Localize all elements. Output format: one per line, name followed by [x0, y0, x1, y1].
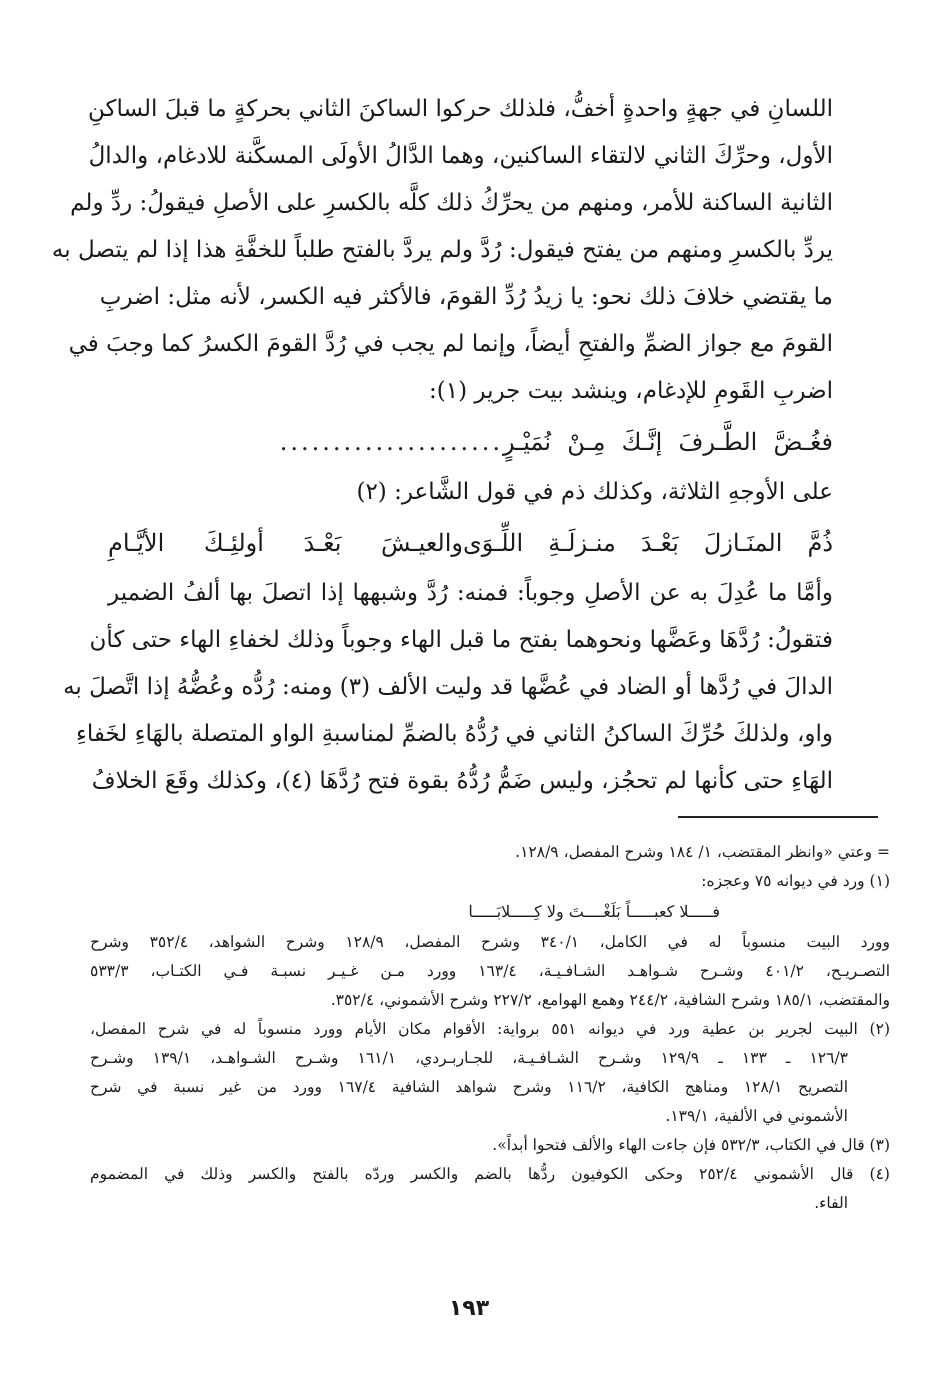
verse-one-ellipsis: ..................... [279, 428, 503, 456]
text-line: الهَاءِ حتى كأنها لم تحجُز، وليس ضَمُّ رُدُّهُ بقوة فتح رُدَّهَا (٤)، وكذلك وقَعَ الخلافُ [91, 768, 833, 794]
verse-one-first-hemistich: فغُـضَّ الطَّـرفَ إنَّـكَ مِـنْ نُمَيْـرٍ [503, 428, 833, 456]
footnote-1-verse: فـــــلا كعبـــــاً بَلَغْــــتَ ولا كِـــــلابَـــــا [468, 902, 720, 921]
text-line: الدالَ في رُدَّها أو الضاد في عُضَّها قد وليت الألف (٣) ومنه: رُدُّه وعُضُّهُ إذا اتَّصلَ به [63, 674, 833, 700]
footnote-1-head: (١) ورد في ديوانه ٧٥ وعجزه: [701, 872, 890, 890]
text-line: واو، ولذلكَ حُرِّكَ الساكنُ الثاني في رُدُّهُ بالضمِّ لمناسبةِ الواو المتصلة بالهَاءِ لخَفاءِ [76, 721, 833, 747]
text-line: الثانية الساكنة للأمر، ومنهم من يحرِّكُ ذلك كلَّه بالكسرِ على الأصلِ فيقولُ: ردِّ ولم [70, 190, 833, 216]
text-line: اللسانِ في جهةٍ واحدةٍ أخفُّ، فلذلك حركوا الساكنَ الثاني بحركةٍ ما قبلَ الساكنِ [88, 96, 833, 122]
footnote-3: (٣) قال في الكتاب، ٥٣٢/٣ فإن جاءت الهاء والألف فتحوا أبداً». [492, 1136, 890, 1154]
footnote-2-line: ١٢٦/٣ ـ ١٣٣ ـ ١٢٩/٩ وشـرح الشـافـيـة، للجـاربـردي، ١٦١/١ وشـرح الشـواهـد، ١٣٩/١ وشـرح [90, 1049, 849, 1067]
footnotes-block [90, 838, 890, 1218]
page-number: ١٩٣ [448, 1296, 490, 1321]
footnote-2-line: التصريح ١٢٨/١ ومناهج الكافية، ١١٦/٢ وشرح شواهد الشافية ١٦٧/٤ وورد من غير نسبة في شرح [90, 1078, 848, 1096]
verse-two-first-hemistich: ذُمَّ المنَـازلَ بَعْـدَ منـزلَـةِ اللِّـوَى [463, 529, 833, 557]
text-line: فتقولُ: رُدَّهَا وعَضَّها ونحوهما بفتح ما قبل الهاء وجوباً وذلك لخفاءِ الهاء حتى كأن [89, 627, 833, 653]
main-text-block [51, 86, 833, 805]
footnote-separator [678, 816, 878, 818]
footnote-2-line: (٢) البيت لجرير بن عطية ورد في ديوانه ٥٥١ برواية: الأقوام مكان الأيام وورد منسوباً له في شرح المفصل، [90, 1020, 890, 1038]
text-line: على الأوجهِ الثلاثة، وكذلك ذم في قول الشَّاعر: (٢) [356, 479, 833, 505]
text-line: القومَ مع جواز الضمِّ والفتحِ أيضاً، وإنما لم يجب في رُدَّ القومَ الكسرُ كما وجبَ في [68, 331, 833, 357]
footnote-1-line: والمقتضب، ١٨٥/١ وشرح الشافية، ٢٤٤/٢ وهمع الهوامع، ٢٢٧/٢ وشرح الأشموني، ٣٥٢/٤. [330, 991, 890, 1009]
text-line: يردِّ بالكسرِ ومنهم من يفتح فيقول: رُدَّ ولم يردَّ بالفتح طلباً للخفَّةِ هذا إذا لم يتصل به [51, 237, 833, 263]
text-line: اضربِ القَومِ للإدغام، وينشد بيت جرير (١): [429, 378, 833, 404]
text-line: الأول، وحرِّكَ الثاني لالتقاء الساكنين، وهما الدَّالُ الأولَى المسكَّنة للادغام، والدالُ [88, 143, 833, 169]
footnote-1-line: وورد البيت منسوباً له في الكامل، ٣٤٠/١ وشرح المفصل، ١٢٨/٩ وشرح الشواهد، ٣٥٢/٤ وشرح [90, 933, 891, 951]
footnote-4-line: الفاء. [814, 1194, 848, 1212]
footnote-2-line: الأشموني في الألفية، ١٣٩/١. [665, 1107, 848, 1125]
verse-two-second-hemistich: والعيـشَ بَعْـدَ أولئِـكَ الأيَّـامِ [108, 529, 463, 557]
verse-one [108, 415, 833, 469]
footnote-continuation: = وعتي «وانظر المقتضب، ١/ ١٨٤ وشرح المفصل، ١٢٨/٩. [515, 843, 890, 861]
text-line: وأمَّا ما عُدِلَ به عن الأصلِ وجوباً: فمنه: رُدَّ وشبهها إذا اتصلَ بها ألفُ الضمير [108, 580, 833, 606]
verse-two [108, 516, 833, 570]
text-line: ما يقتضي خلافَ ذلك نحو: يا زيدُ رُدِّ القومَ، فالأكثر فيه الكسر، لأنه مثل: اضربِ [99, 284, 833, 310]
footnote-4-line: (٤) قال الأشموني ٢٥٢/٤ وحكى الكوفيون ردُّها بالضم والكسر وردّه بالفتح والكسر وذلك في المضموم [90, 1165, 890, 1183]
footnote-1-line: التصـريـح، ٤٠١/٢ وشـرح شـواهـد الشـافـيـة، ١٦٣/٤ وورد مـن غـيـر نسبـة فـي الكتـاب، ٥٣٣/٣ [90, 962, 891, 980]
